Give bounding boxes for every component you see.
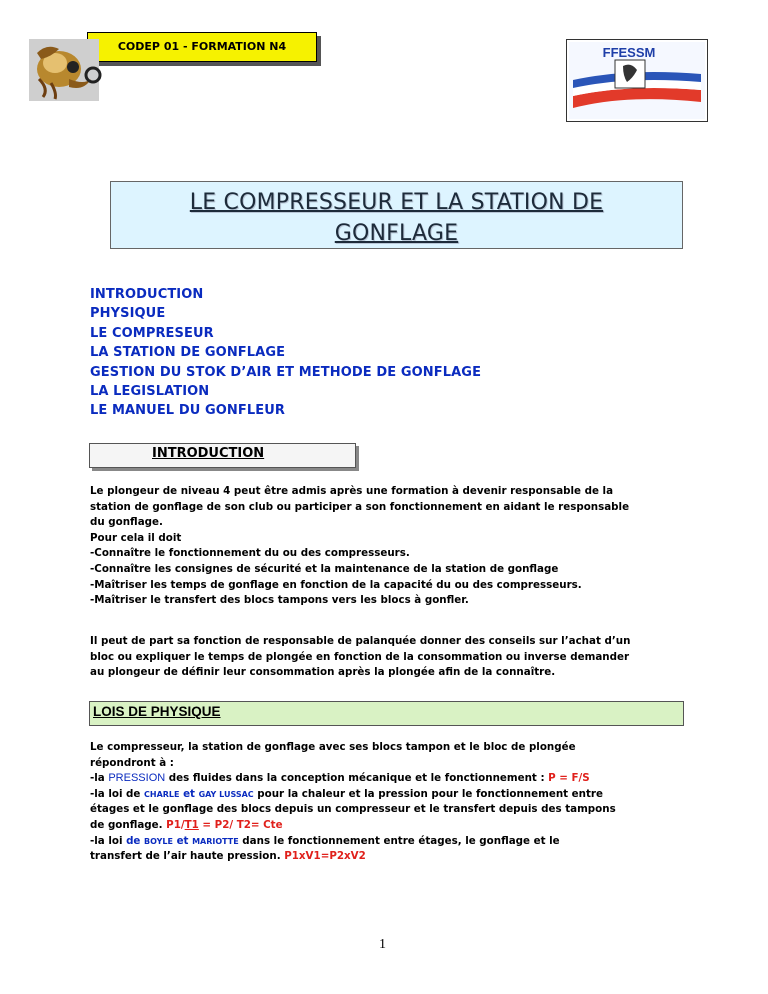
- page-number: 1: [379, 937, 386, 952]
- toc-item: INTRODUCTION: [90, 287, 204, 302]
- intro-paragraph-2: [90, 634, 690, 681]
- toc-item: LA STATION DE GONFLAGE: [90, 345, 286, 361]
- text-line: -Connaître les consignes de sécurité et la maintenance de la station de gonflage: [90, 562, 559, 575]
- document-title: [110, 181, 683, 249]
- formula-boyle-mariotte: P1xV1=P2xV2: [284, 850, 366, 863]
- text-run: -la loi: [90, 834, 127, 847]
- term-charle: CHARLE: [144, 789, 180, 799]
- text-line: Il peut de part sa fonction de responsable de palanquée donner des conseils sur l’achat d’un: [90, 635, 631, 647]
- formula-part: T1: [184, 818, 199, 831]
- text-line: [90, 834, 690, 850]
- text-line: [90, 849, 690, 865]
- title-line-1: LE COMPRESSEUR ET LA STATION DE: [189, 190, 604, 215]
- lois-paragraph: [90, 740, 690, 865]
- formula-part: P1/: [166, 818, 185, 831]
- section-heading-text: INTRODUCTION: [152, 446, 265, 461]
- text-line: -Connaître le fonctionnement du ou des compresseurs.: [90, 547, 410, 560]
- text-line: -Maîtriser les temps de gonflage en fonction de la capacité du ou des compresseurs.: [90, 578, 582, 591]
- intro-paragraph: [90, 484, 690, 609]
- ffessm-logo-text: FFESSM: [602, 45, 656, 60]
- text-run: pour la chaleur et la pression pour le fonctionnement entre: [253, 787, 603, 800]
- text-line: [90, 818, 690, 834]
- term-boyle: BOYLE: [144, 836, 173, 846]
- text-line: Le plongeur de niveau 4 peut être admis après une formation à devenir responsable de la: [90, 485, 614, 497]
- table-of-contents: [90, 285, 481, 421]
- section-heading-introduction: [89, 443, 356, 468]
- toc-item: GESTION DU STOK D’AIR ET METHODE DE GONFLAGE: [90, 364, 482, 380]
- text-line: répondront à :: [90, 756, 174, 769]
- title-line-2: GONFLAGE: [334, 221, 459, 246]
- formula-gay-lussac: = P2/ T2= Cte: [198, 818, 283, 831]
- text-run: de: [126, 834, 145, 847]
- text-line: Le compresseur, la station de gonflage avec ses blocs tampon et le bloc de plongée: [90, 741, 576, 753]
- text-run: et: [172, 834, 193, 847]
- diver-logo: [29, 39, 105, 101]
- section-heading-text: LOIS DE PHYSIQUE: [93, 704, 221, 719]
- text-run: des fluides dans la conception mécanique et le fonctionnement :: [165, 772, 549, 785]
- text-line: bloc ou expliquer le temps de plongée en fonction de la consommation ou inverse demander: [90, 650, 630, 663]
- text-run: dans le fonctionnement entre étages, le gonflage et le: [238, 834, 560, 847]
- text-line: [90, 787, 690, 803]
- header-label: CODEP 01 - FORMATION N4: [87, 32, 317, 62]
- text-line: Pour cela il doit: [90, 531, 182, 544]
- text-run: de gonflage.: [90, 818, 167, 831]
- ffessm-logo: [566, 39, 708, 122]
- text-line: du gonflage.: [90, 516, 163, 529]
- toc-item: LA LEGISLATION: [90, 384, 210, 400]
- toc-item: LE COMPRESEUR: [90, 325, 214, 341]
- section-heading-lois-de-physique: [89, 701, 684, 726]
- term-gay-lussac: GAY LUSSAC: [198, 789, 254, 799]
- text-line: station de gonflage de son club ou participer a son fonctionnement en aidant le responsable: [90, 500, 630, 513]
- text-run: et: [179, 787, 199, 800]
- term-mariotte: MARIOTTE: [192, 836, 239, 846]
- toc-item: LE MANUEL DU GONFLEUR: [90, 403, 285, 419]
- formula-pressure: P = F/S: [548, 772, 590, 785]
- text-run: -la: [90, 772, 109, 785]
- text-line: -Maîtriser le transfert des blocs tampons vers les blocs à gonfler.: [90, 594, 469, 607]
- text-run: transfert de l’air haute pression.: [90, 850, 285, 863]
- text-line: étages et le gonflage des blocs depuis un compresseur et le transfert depuis des tampons: [90, 803, 616, 816]
- text-line: au plongeur de définir leur consommation après la plongée afin de la connaître.: [90, 666, 556, 679]
- text-run: -la loi de: [90, 787, 144, 800]
- term-pression: PRESSION: [108, 772, 166, 785]
- text-line: [90, 771, 690, 787]
- toc-item: PHYSIQUE: [90, 306, 166, 322]
